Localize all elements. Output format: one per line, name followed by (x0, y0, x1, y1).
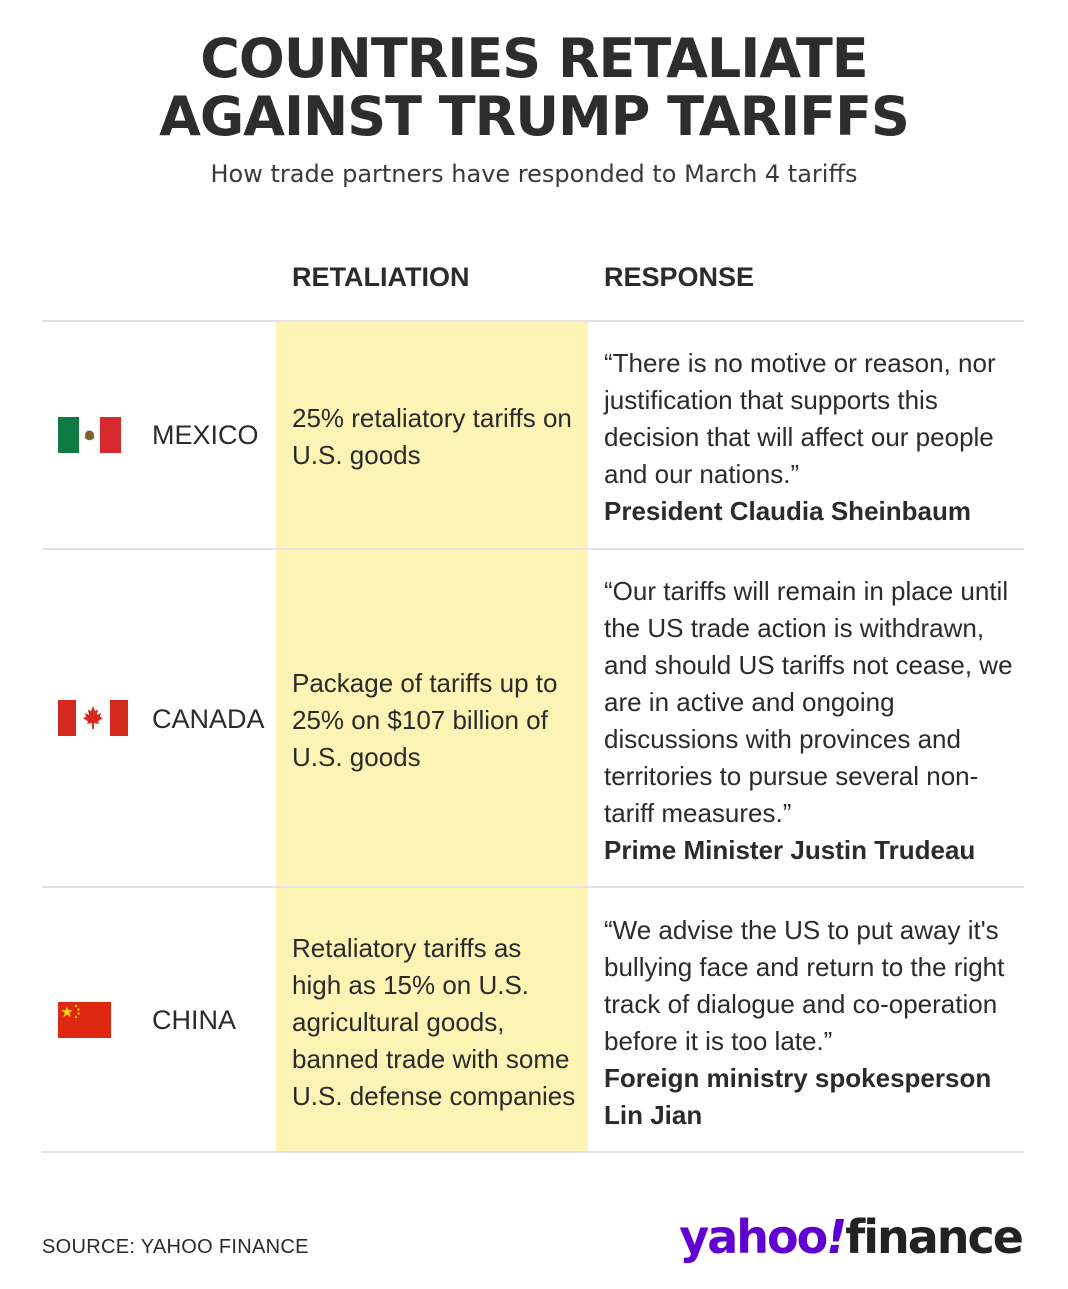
logo-exclamation: ! (826, 1210, 846, 1264)
retaliation-text: 25% retaliatory tariffs on U.S. goods (292, 403, 572, 470)
row-divider (42, 886, 1024, 888)
response-text (604, 573, 1014, 869)
response-quote: “We advise the US to put away it's bullying face and return to the right track of dialogue and co-operation before it is too late.” (604, 915, 1005, 1056)
title-line-1: COUNTRIES RETALIATE (200, 27, 868, 90)
country-name-china: CHINA (152, 1005, 237, 1035)
response-speaker: President Claudia Sheinbaum (604, 496, 971, 526)
logo-finance-text: finance (845, 1210, 1022, 1264)
page-title (0, 27, 1068, 148)
response-quote: “Our tariffs will remain in place until the US trade action is withdrawn, and should US tariffs not cease, we are in active and ongoing discussions with provinces and territories to pursue several non-tariff measures.” (604, 576, 1013, 828)
country-name-canada: CANADA (152, 704, 265, 734)
yahoo-finance-logo (679, 1210, 1022, 1264)
retaliation-text: Package of tariffs up to 25% on $107 billion of U.S. goods (292, 668, 558, 772)
china-flag-icon (58, 1002, 111, 1038)
response-speaker: Prime Minister Justin Trudeau (604, 835, 976, 865)
response-column-header: RESPONSE (604, 262, 755, 292)
response-text (604, 345, 1014, 530)
title-line-2: AGAINST TRUMP TARIFFS (159, 85, 909, 148)
response-speaker: Foreign ministry spokesperson Lin Jian (604, 1063, 992, 1130)
page-subtitle: How trade partners have responded to March 4 tariffs (210, 160, 858, 188)
canada-flag-icon (58, 700, 128, 736)
response-text (604, 912, 1014, 1134)
country-name-mexico: MEXICO (152, 420, 259, 450)
logo-yahoo-text: yahoo (679, 1210, 827, 1264)
row-divider (42, 548, 1024, 550)
source-note: SOURCE: YAHOO FINANCE (42, 1236, 309, 1258)
retaliation-column-header: RETALIATION (292, 262, 470, 292)
mexico-flag-icon (58, 417, 121, 453)
header-divider (42, 320, 1024, 322)
retaliation-text: Retaliatory tariffs as high as 15% on U.S. agricultural goods, banned trade with some U.S. defense companies (292, 933, 576, 1111)
table-bottom-divider (42, 1151, 1024, 1153)
response-quote: “There is no motive or reason, nor justification that supports this decision that will affect our people and our nations.” (604, 348, 996, 489)
